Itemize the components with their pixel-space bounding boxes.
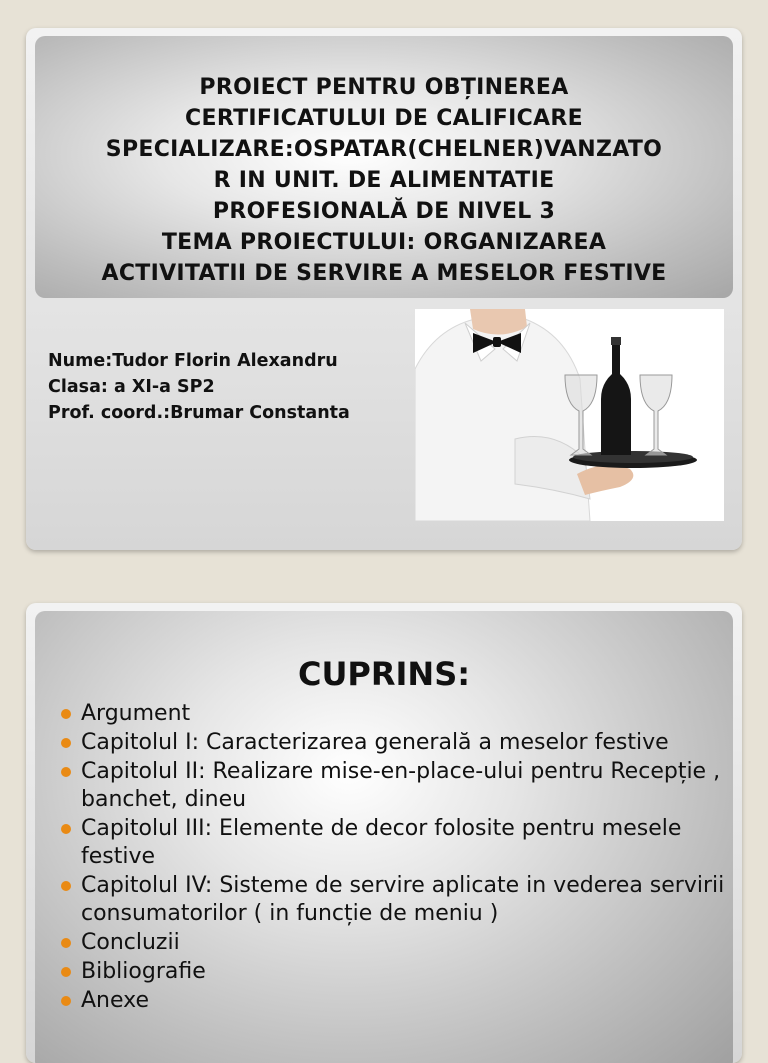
title-line: ACTIVITATII DE SERVIRE A MESELOR FESTIVE <box>101 261 667 286</box>
bullet-icon <box>61 938 71 948</box>
slide-contents <box>26 603 742 1063</box>
contents-box <box>35 611 733 1063</box>
bullet-icon <box>61 996 71 1006</box>
bullet-icon <box>61 967 71 977</box>
list-item <box>59 729 739 757</box>
list-item-text: Capitolul III: Elemente de decor folosite pentru mesele festive <box>81 816 682 869</box>
student-name: Nume:Tudor Florin Alexandru <box>48 351 338 371</box>
slide-title <box>26 28 742 550</box>
bullet-icon <box>61 738 71 748</box>
bullet-icon <box>61 881 71 891</box>
title-line: CERTIFICATULUI DE CALIFICARE <box>185 106 583 131</box>
list-item-text: Capitolul I: Caracterizarea generală a meselor festive <box>81 730 669 755</box>
title-box <box>35 36 733 298</box>
list-item-text: Argument <box>81 701 191 726</box>
title-line: PROIECT PENTRU OBȚINEREA <box>199 75 569 100</box>
bullet-icon <box>61 767 71 777</box>
coordinator-name: Prof. coord.:Brumar Constanta <box>48 403 350 423</box>
bullet-icon <box>61 824 71 834</box>
title-line: SPECIALIZARE:OSPATAR(CHELNER)VANZATO <box>105 137 663 162</box>
student-class: Clasa: a XI-a SP2 <box>48 377 215 397</box>
contents-heading: CUPRINS: <box>297 655 471 693</box>
list-item-text: Bibliografie <box>81 959 206 984</box>
title-line: R IN UNIT. DE ALIMENTATIE <box>213 168 555 193</box>
project-title <box>45 72 723 289</box>
list-item-text: Concluzii <box>81 930 180 955</box>
bullet-icon <box>61 709 71 719</box>
title-line: TEMA PROIECTULUI: ORGANIZAREA <box>161 230 607 255</box>
list-item <box>59 815 739 871</box>
list-item <box>59 929 739 957</box>
title-line: PROFESIONALĂ DE NIVEL 3 <box>212 199 556 224</box>
list-item <box>59 700 739 728</box>
list-item-text: Capitolul II: Realizare mise-en-place-ului pentru Recepție , banchet, dineu <box>81 759 721 812</box>
list-item <box>59 758 739 814</box>
list-item-text: Anexe <box>81 988 150 1013</box>
student-info <box>48 348 350 426</box>
list-item <box>59 958 739 986</box>
contents-list <box>59 700 739 1016</box>
list-item <box>59 872 739 928</box>
list-item <box>59 987 739 1015</box>
waiter-with-tray-icon <box>415 309 724 521</box>
list-item-text: Capitolul IV: Sisteme de servire aplicate in vederea servirii consumatorilor ( in funcție de meniu ) <box>81 873 725 926</box>
